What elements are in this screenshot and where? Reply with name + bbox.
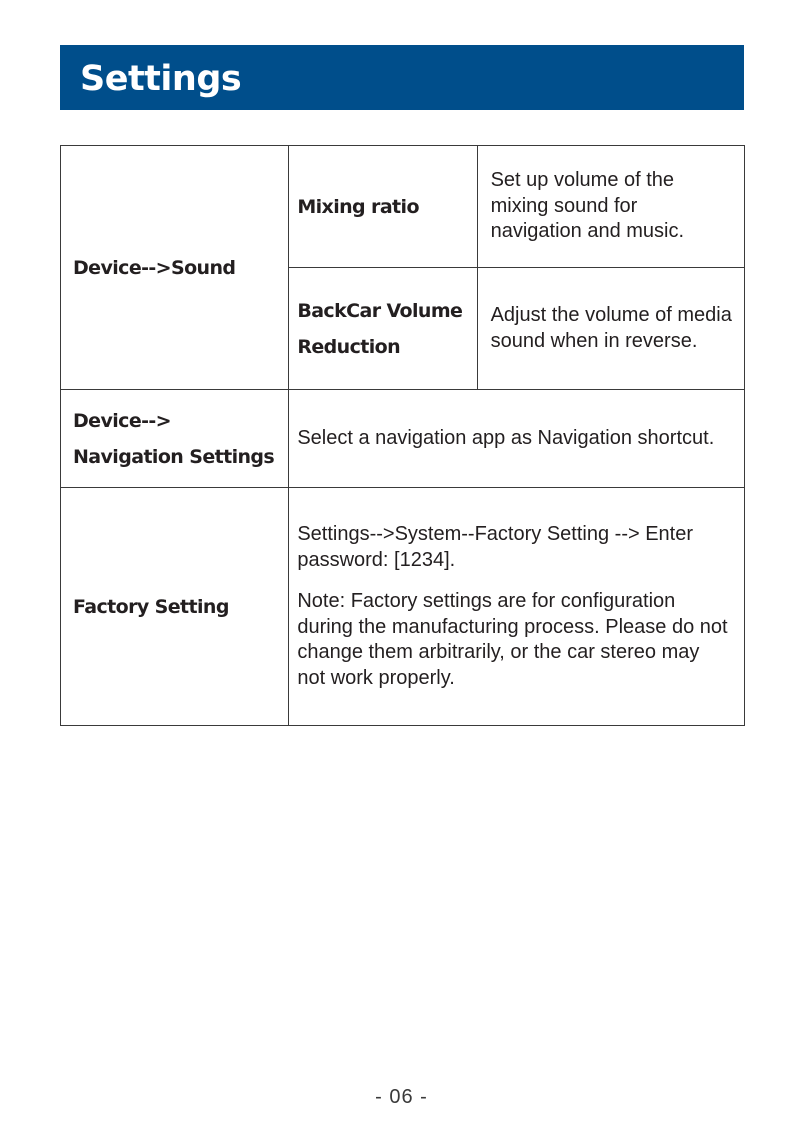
table-row — [61, 390, 745, 488]
mixing-ratio-label: Mixing ratio — [297, 195, 419, 218]
device-sound-label: Device-->Sound — [73, 256, 236, 279]
factory-setting-desc-cell — [289, 488, 745, 726]
factory-setting-description — [289, 522, 744, 691]
page-title: Settings — [80, 59, 242, 99]
table-row — [61, 146, 745, 268]
mixing-ratio-cell — [289, 146, 477, 268]
factory-setting-path: Settings-->System--Factory Setting --> Enter password: [1234]. — [297, 523, 694, 571]
settings-table — [60, 145, 745, 726]
navigation-settings-description: Select a navigation app as Navigation shortcut. — [297, 426, 715, 449]
device-sound-cell — [61, 146, 289, 390]
navigation-settings-cell — [61, 390, 289, 488]
navigation-settings-desc-cell — [289, 390, 745, 488]
backcar-volume-label-line1: BackCar Volume — [297, 299, 463, 322]
factory-setting-note: Note: Factory settings are for configuration during the manufacturing process. Please do not change them arbitrarily, or the car stereo may not work properly. — [297, 590, 728, 689]
section-header-bar — [60, 45, 744, 110]
navigation-settings-label-line2: Navigation Settings — [73, 445, 275, 468]
backcar-volume-description: Adjust the volume of media sound when in reverse. — [490, 304, 732, 352]
backcar-volume-label — [289, 293, 476, 365]
backcar-volume-desc-cell — [477, 268, 744, 390]
table-row — [61, 488, 745, 726]
factory-setting-label: Factory Setting — [73, 595, 229, 618]
page-number: - 06 - — [375, 1086, 428, 1108]
factory-setting-cell — [61, 488, 289, 726]
mixing-ratio-desc-cell — [477, 146, 744, 268]
mixing-ratio-description: Set up volume of the mixing sound for navigation and music. — [490, 169, 685, 243]
backcar-volume-cell — [289, 268, 477, 390]
backcar-volume-label-line2: Reduction — [297, 335, 401, 358]
navigation-settings-label-line1: Device--> — [73, 409, 171, 432]
navigation-settings-label — [61, 403, 288, 475]
